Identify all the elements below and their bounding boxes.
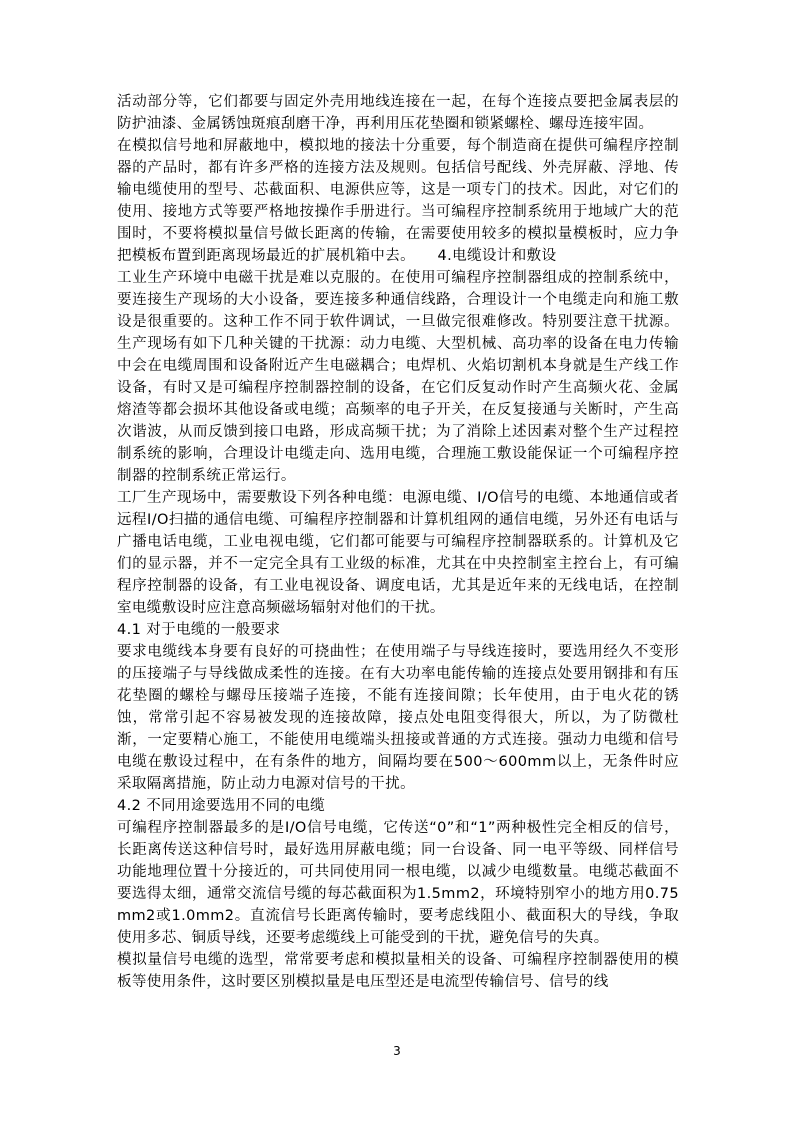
paragraph-cable-types: 工厂生产现场中，需要敷设下列各种电缆：电源电缆、I/O信号的电缆、本地通信或者远程I/O扫描的通信电缆、可编程序控制器和计算机组网的通信电缆，另外还有电话与广播电话电缆，工业电视电缆，它们都可能要与可编程序控制器联系的。计算机及它们的显示器，并不一定完全具有工业级的标准，尤其在中央控制室主控台上，有可编程序控制器的设备，有工业电视设备、调度电话，尤其是近年来的无线电话，在控制室电缆敷设时应注意高频磁场辐射对他们的干扰。 [117,490,679,616]
paragraph-cable-general-requirements: 要求电缆线本身要有良好的可挠曲性；在使用端子与导线连接时，要选用经久不变形的压接端子与导线做成柔性的连接。在有大功率电能传输的连接点处要用钢排和有压花垫圈的螺栓与螺母压接端子连接，不能有连接间隙；长年使用，由于电火花的锈蚀，常常引起不容易被发现的连接故障，接点处电阻变得很大，所以，为了防微杜渐，一定要精心施工，不能使用电缆端头扭接或普通的方式连接。强动力电缆和信号电缆在敷设过程中，在有条件的地方，间隔均要在500～600mm以上，无条件时应采取隔离措施，防止动力电源对信号的干扰。 [117,644,679,792]
page-number: 3 [393,1044,401,1058]
paragraph-grounding-continuation: 活动部分等，它们都要与固定外壳用地线连接在一起，在每个连接点要把金属表层的防护油漆、金属锈蚀斑痕刮磨干净，再利用压花垫圈和锁紧螺栓、螺母连接牢固。 [117,94,679,132]
paragraph-analog-ground: 在模拟信号地和屏蔽地中，模拟地的接法十分重要，每个制造商在提供可编程序控制器的产品时，都有许多严格的连接方法及规则。包括信号配线、外壳屏蔽、浮地、传输电缆使用的型号、芯截面积、电源供应等，这是一项专门的技术。因此，对它们的使用、接地方式等要严格地按操作手册进行。当可编程序控制系统用于地域广大的范围时，不要将模拟量信号做长距离的传输，在需要使用较多的模拟量模板时，应力争把模板布置到距离现场最近的扩展机箱中去。 4.电缆设计和敷设 [117,138,679,264]
paragraph-analog-cable-selection: 模拟量信号电缆的选型，常常要考虑和模拟量相关的设备、可编程序控制器使用的模板等使用条件，这时要区别模拟量是电压型还是电流型传输信号、信号的线 [117,952,679,990]
document-body [117,91,679,993]
paragraph-io-signal-cable: 可编程序控制器最多的是I/O信号电缆，它传送“0”和“1”两种极性完全相反的信号，长距离传送这种信号时，最好选用屏蔽电缆；同一台设备、同一电平等级、同样信号功能地理位置十分接近的，可共同使用同一根电缆，以减少电缆数量。电缆芯截面不要选得太细，通常交流信号缆的每芯截面积为1.5mm2，环境特别窄小的地方用0.75mm2或1.0mm2。直流信号长距离传输时，要考虑线阻小、截面积大的导线，争取使用多芯、铜质导线，还要考虑缆线上可能受到的干扰，避免信号的失真。 [117,820,679,946]
section-heading-4-1: 4.1 对于电缆的一般要求 [117,622,281,638]
section-heading-4-2: 4.2 不同用途要选用不同的电缆 [117,798,326,814]
paragraph-interference-sources: 工业生产环境中电磁干扰是难以克服的。在使用可编程序控制器组成的控制系统中，要连接生产现场的大小设备，要连接多种通信线路，合理设计一个电缆走向和施工敷设是很重要的。这种工作不同于软件调试，一旦做完很难修改。特别要注意干扰源。生产现场有如下几种关键的干扰源：动力电缆、大型机械、高功率的设备在电力传输中会在电缆周围和设备附近产生电磁耦合；电焊机、火焰切割机本身就是生产线工作设备，有时又是可编程序控制器控制的设备，在它们反复动作时产生高频火花、金属熔渣等都会损坏其他设备或电缆；高频率的电子开关，在反复接通与关断时，产生高次谐波，从而反馈到接口电路，形成高频干扰；为了消除上述因素对整个生产过程控制系统的影响，合理设计电缆走向、选用电缆，合理施工敷设能保证一个可编程序控制器的控制系统正常运行。 [117,270,679,484]
